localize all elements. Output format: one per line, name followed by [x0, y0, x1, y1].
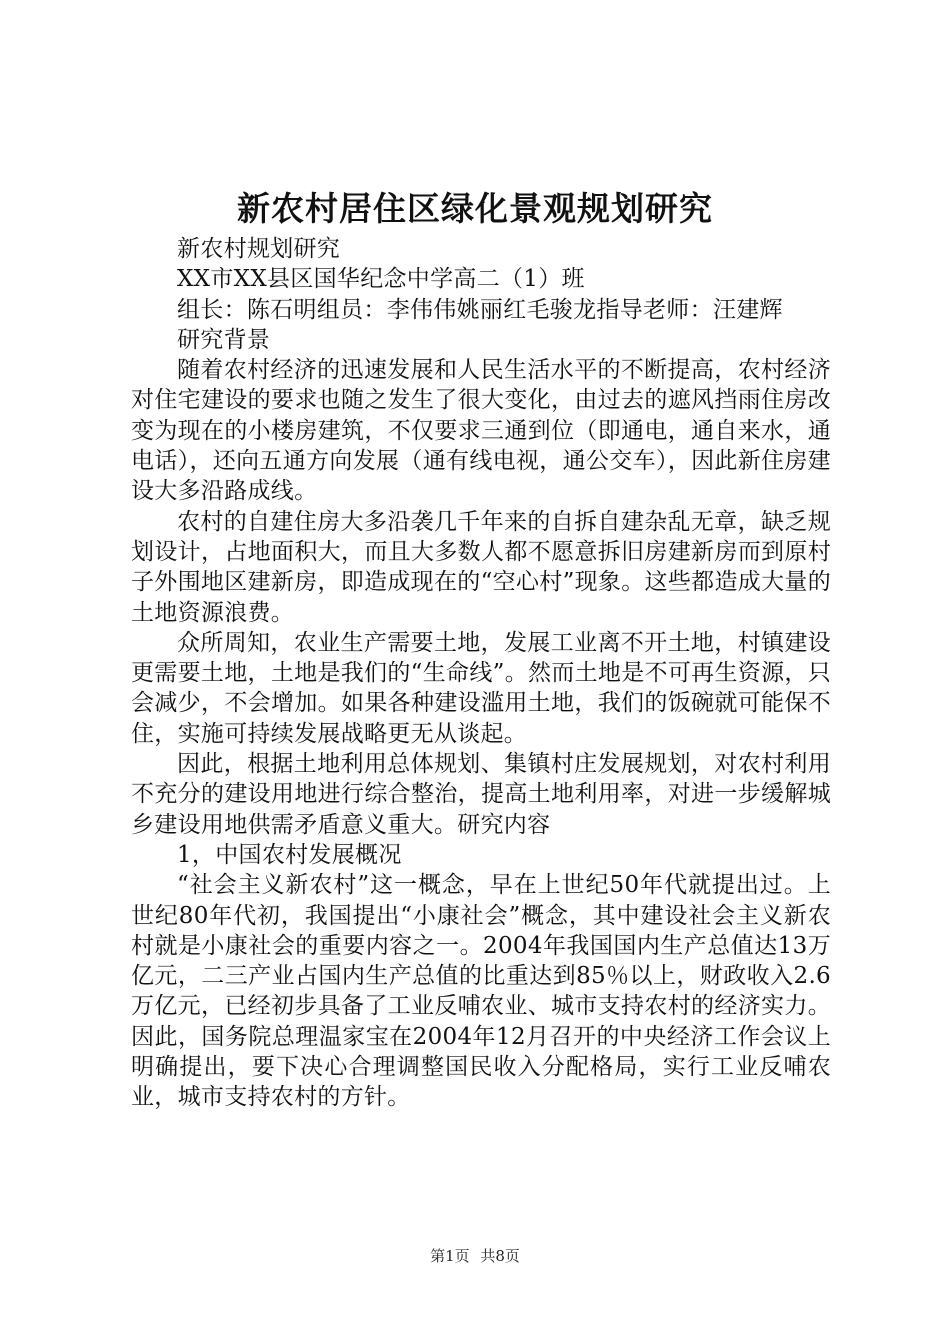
paragraph-section-heading: 研究背景 — [177, 326, 271, 353]
document-body — [131, 234, 831, 1113]
document-title: 新农村居住区绿化景观规划研究 — [237, 189, 713, 228]
paragraph-body: 农村的自建住房大多沿袭几千年来的自拆自建杂乱无章，缺乏规划设计，占地面积大，而且大多数人都不愿意拆旧房建新房而到原村子外围地区建新房，即造成现在的“空心村”现象。这些都造成大量的土地资源浪费。 — [131, 508, 831, 626]
paragraph-body: “社会主义新农村”这一概念，早在上世纪50年代就提出过。上世纪80年代初，我国提出“小康社会”概念，其中建设社会主义新农村就是小康社会的重要内容之一。2004年我国国内生产总值达13万亿元，二三产业占国内生产总值的比重达到85％以上，财政收入2.6万亿元，已经初步具备了工业反哺农业、城市支持农村的经济实力。因此，国务院总理温家宝在2004年12月召开的中央经济工作会议上明确提出，要下决心合理调整国民收入分配格局，实行工业反哺农业，城市支持农村的方针。 — [131, 872, 831, 1111]
paragraph-school: XX市XX县区国华纪念中学高二（1）班 — [177, 266, 585, 293]
paragraph-subtitle: 新农村规划研究 — [177, 236, 341, 262]
page-number: 第1页 — [430, 1247, 470, 1265]
paragraph-members: 组长：陈石明组员：李伟伟姚丽红毛骏龙指导老师：汪建辉 — [177, 296, 783, 323]
page-footer — [0, 1246, 950, 1266]
page-total: 共8页 — [480, 1247, 520, 1265]
paragraph-body: 因此，根据土地利用总体规划、集镇村庄发展规划，对农村利用不充分的建设用地进行综合整治，提高土地利用率，对进一步缓解城乡建设用地供需矛盾意义重大。研究内容 — [131, 751, 831, 838]
paragraph-body: 随着农村经济的迅速发展和人民生活水平的不断提高，农村经济对住宅建设的要求也随之发生了很大变化，由过去的遮风挡雨住房改变为现在的小楼房建筑，不仅要求三通到位（即通电，通自来水，通电话），还向五通方向发展（通有线电视，通公交车），因此新住房建设大多沿路成线。 — [131, 357, 831, 505]
paragraph-body: 众所周知，农业生产需要土地，发展工业离不开土地，村镇建设更需要土地，土地是我们的“生命线”。然而土地是不可再生资源，只会减少，不会增加。如果各种建设滥用土地，我们的饭碗就可能保不住，实施可持续发展战略更无从谈起。 — [131, 629, 831, 747]
paragraph-subheading: 1，中国农村发展概况 — [177, 841, 402, 868]
